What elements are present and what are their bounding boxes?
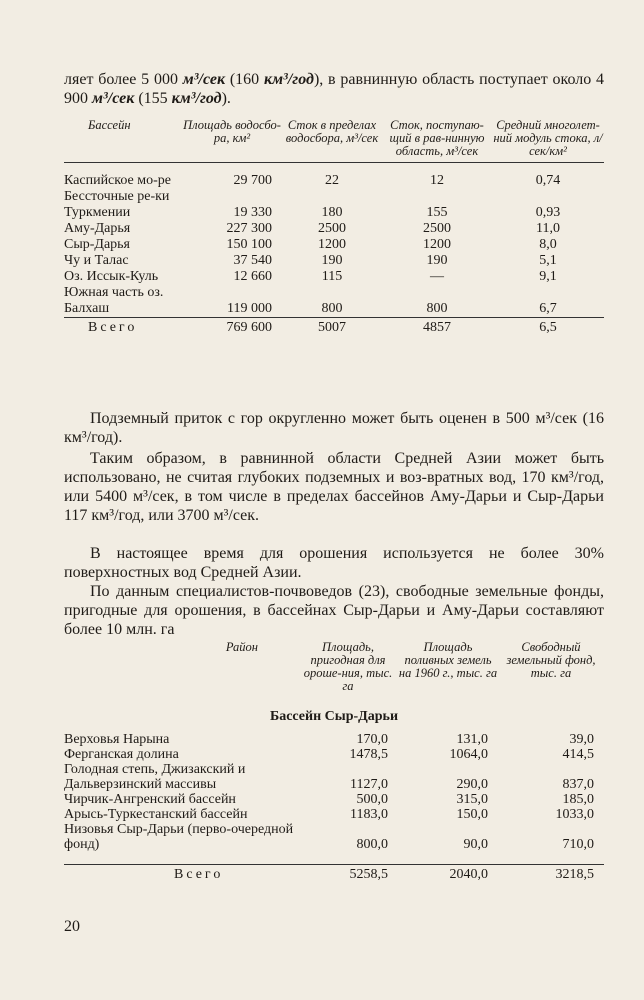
column-header: Сток в пределах водосбора, м³/сек (282, 119, 382, 163)
free-fund-cell: 39,0 (569, 732, 594, 747)
total-label: Всего (64, 317, 182, 336)
suitable-area-cell: 1127,0 (350, 777, 388, 792)
plain-flow-cell: — (430, 268, 444, 284)
column-header: Бассейн (64, 119, 182, 163)
paragraph-land-funds: По данным специалистов-почвоведов (23), свободные земельные фонды, пригодные для орошения, в бассейнах Сыр-Дарьи и Аму-Дарьи составляют более 10 млн. га (64, 583, 604, 638)
basin-name: Бессточные ре-ки Туркмении (64, 188, 170, 220)
column-header: Свободный земельный фонд, тыс. га (506, 640, 596, 680)
plain-flow-cell: 800 (426, 300, 448, 316)
opening-paragraph (64, 70, 604, 108)
region-name: Верховья Нарына (64, 732, 170, 747)
suitable-area-cell: 800,0 (356, 837, 388, 852)
table-row (64, 221, 604, 237)
table-row (64, 762, 604, 792)
unit-text: км³/год (171, 90, 222, 107)
column-header: Район (225, 640, 258, 654)
table-row (64, 822, 604, 852)
irrigated-area-cell: 2040,0 (398, 864, 498, 882)
module-cell: 6,7 (539, 300, 557, 316)
module-cell: 0,74 (535, 172, 561, 188)
flow-cell: 1200 (318, 236, 346, 252)
irrigated-area-cell: 290,0 (456, 777, 488, 792)
module-cell: 8,0 (539, 236, 557, 252)
irrigated-area-cell: 315,0 (456, 792, 488, 807)
plain-flow-cell: 155 (426, 204, 448, 220)
table-header-row (64, 119, 604, 163)
column-header: Площадь поливных земель на 1960 г., тыс. га (398, 640, 498, 680)
flow-cell: 180 (321, 204, 343, 220)
paragraph-summary: Таким образом, в равнинной области Средней Азии может быть использовано, не считая глубоких подземных и воз-вратных вод, 170 км³/год, или 5400 м³/сек, в том числе в пределах бассейнов Аму-Дарьи и Сыр-Дарьи 117 км³/год, или 3700 м³/сек. (64, 450, 604, 524)
module-cell: 6,5 (492, 317, 604, 336)
region-name: Голодная степь, Джизакский и Дальверзинский массивы (64, 762, 246, 792)
area-cell: 29 700 (233, 172, 272, 188)
free-fund-cell: 185,0 (562, 792, 594, 807)
land-table (64, 641, 604, 882)
runoff-table (64, 119, 604, 336)
basin-name: Аму-Дарья (64, 220, 131, 236)
basin-name: Оз. Иссык-Куль (64, 268, 159, 284)
table-row (64, 173, 604, 189)
plain-flow-cell: 12 (430, 172, 444, 188)
table-row (64, 269, 604, 285)
text-segment: ). (221, 90, 231, 107)
free-fund-cell: 3218,5 (498, 864, 604, 882)
total-row (64, 864, 604, 882)
plain-flow-cell: 2500 (423, 220, 451, 236)
module-cell: 5,1 (539, 252, 557, 268)
flow-cell: 190 (321, 252, 343, 268)
area-cell: 12 660 (233, 268, 272, 284)
text-segment: (155 (134, 90, 172, 107)
suitable-area-cell: 5258,5 (298, 864, 398, 882)
table-row (64, 253, 604, 269)
plain-flow-cell: 1200 (423, 236, 451, 252)
region-name: Чирчик-Ангренский бассейн (64, 792, 236, 807)
table-row (64, 285, 604, 318)
region-name: Ферганская долина (64, 747, 179, 762)
unit-text: км³/год (263, 71, 314, 88)
group-title: Бассейн Сыр-Дарьи (269, 709, 399, 724)
total-row (64, 317, 604, 336)
suitable-area-cell: 170,0 (356, 732, 388, 747)
text-segment: ), в равнинную область поступает около 4 900 (64, 71, 605, 107)
unit-text: м³/сек (92, 90, 135, 107)
basin-name: Чу и Талас (64, 252, 129, 268)
flow-cell: 5007 (282, 317, 382, 336)
suitable-area-cell: 500,0 (356, 792, 388, 807)
free-fund-cell: 1033,0 (555, 807, 594, 822)
module-cell: 0,93 (535, 204, 561, 220)
plain-flow-cell: 190 (426, 252, 448, 268)
flow-cell: 22 (325, 172, 339, 188)
module-cell: 11,0 (536, 220, 560, 236)
table-row (64, 237, 604, 253)
irrigated-area-cell: 131,0 (456, 732, 488, 747)
column-header: Сток, поступаю-щий в рав-нинную область, м³/сек (382, 119, 492, 163)
suitable-area-cell: 1478,5 (349, 747, 388, 762)
irrigated-area-cell: 1064,0 (449, 747, 488, 762)
table-row (64, 732, 604, 747)
free-fund-cell: 837,0 (562, 777, 594, 792)
irrigated-area-cell: 90,0 (463, 837, 488, 852)
table-row (64, 189, 604, 221)
area-cell: 37 540 (233, 252, 272, 268)
area-cell: 19 330 (233, 204, 272, 220)
group-row (64, 697, 604, 732)
table-row (64, 792, 604, 807)
irrigated-area-cell: 150,0 (456, 807, 488, 822)
area-cell: 227 300 (226, 220, 272, 236)
column-header: Средний многолет-ний модуль стока, л/сек/км² (492, 119, 604, 163)
free-fund-cell: 710,0 (562, 837, 594, 852)
paragraph-underground: Подземный приток с гор округленно может быть оценен в 500 м³/сек (16 км³/год). (64, 410, 604, 446)
area-cell: 769 600 (182, 317, 282, 336)
text-segment: ляет более 5 000 (64, 71, 183, 88)
basin-name: Каспийское мо-ре (64, 172, 171, 188)
basin-name: Сыр-Дарья (64, 236, 130, 252)
table-row (64, 807, 604, 822)
flow-cell: 115 (321, 268, 343, 284)
total-label: Всего (64, 864, 298, 882)
module-cell: 9,1 (539, 268, 557, 284)
flow-cell: 2500 (318, 220, 346, 236)
table-header-row (64, 641, 604, 697)
table-row (64, 747, 604, 762)
text-segment: (160 (225, 71, 264, 88)
page-number: 20 (64, 918, 80, 935)
flow-cell: 800 (321, 300, 343, 316)
region-name: Арысь-Туркестанский бассейн (64, 807, 248, 822)
basin-name: Южная часть оз. Балхаш (64, 284, 164, 316)
region-name: Низовья Сыр-Дарьи (перво-очередной фонд) (64, 822, 294, 852)
plain-flow-cell: 4857 (382, 317, 492, 336)
free-fund-cell: 414,5 (562, 747, 594, 762)
paragraph-irrigation: В настоящее время для орошения используется не более 30% поверхностных вод Средней Азии. (64, 545, 604, 581)
area-cell: 119 000 (227, 300, 272, 316)
column-header: Площадь, пригодная для ороше-ния, тыс. га (303, 640, 393, 693)
unit-text: м³/сек (182, 71, 226, 88)
area-cell: 150 100 (226, 236, 272, 252)
suitable-area-cell: 1183,0 (350, 807, 388, 822)
column-header: Площадь водосбо-ра, км² (182, 119, 282, 163)
